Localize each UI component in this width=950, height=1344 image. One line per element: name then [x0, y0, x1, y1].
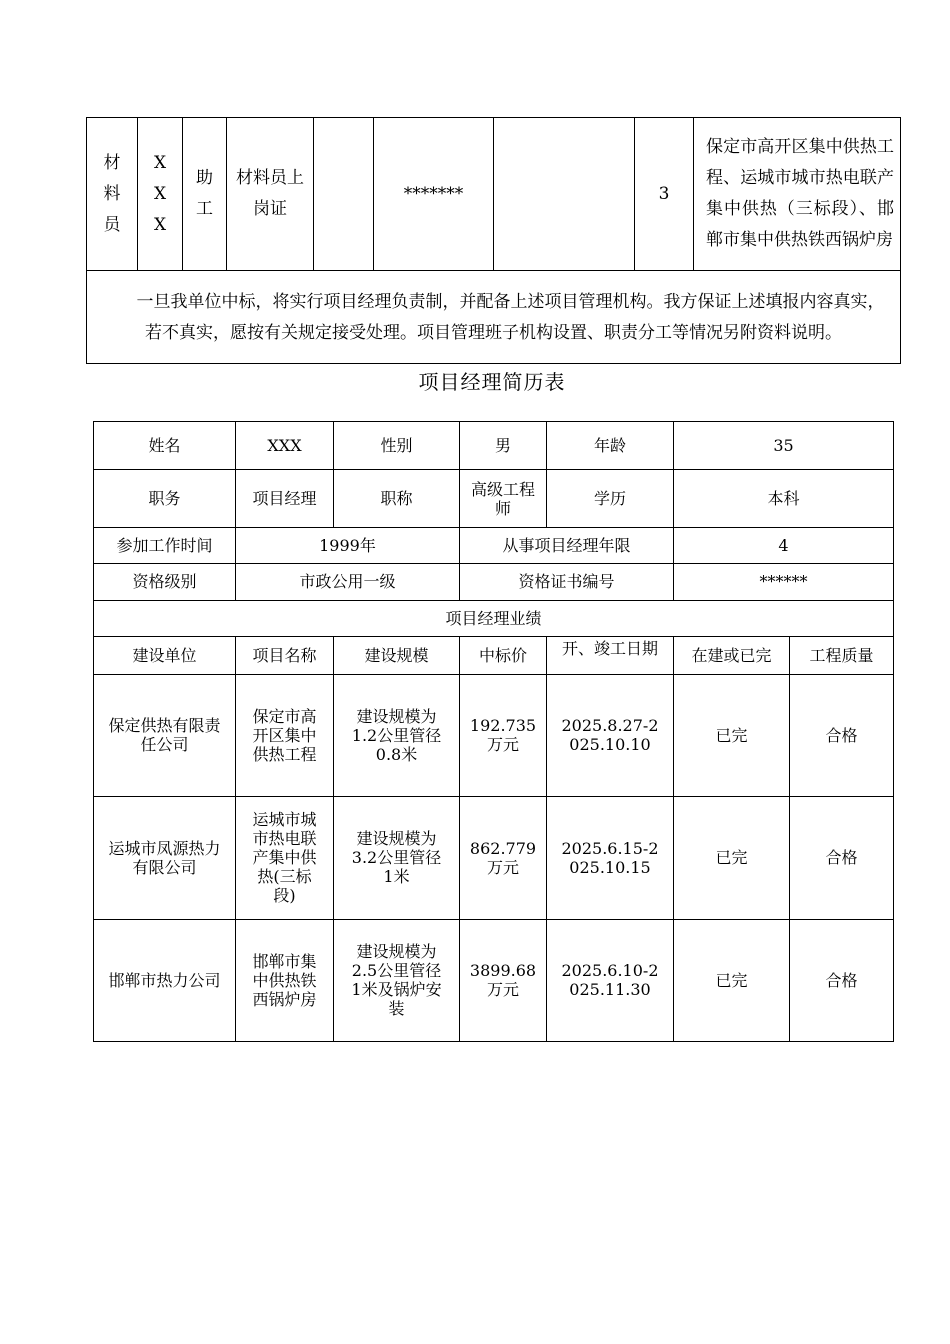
- duty-value: 项目经理: [236, 470, 334, 528]
- row-project: 邯郸市集中供热铁西锅炉房: [252, 951, 317, 1009]
- row-quality: 合格: [790, 674, 894, 796]
- age-label: 年龄: [547, 422, 674, 470]
- position-title: 材料员: [103, 152, 121, 235]
- performance-header: 项目经理业绩: [94, 600, 894, 636]
- client-cell: [94, 674, 236, 796]
- row-project: 保定市高开区集中供热工程: [252, 706, 317, 764]
- statement-row: [87, 271, 901, 364]
- gender-label: 性别: [334, 422, 460, 470]
- resume-row-work: [94, 528, 894, 564]
- empty-cell-2: [494, 118, 635, 271]
- scale-cell: [334, 797, 460, 919]
- row-scale: 建设规模为1.2公里管径0.8米: [351, 706, 442, 764]
- row-client: 保定供热有限责任公司: [108, 716, 221, 755]
- rank-cell: [183, 118, 227, 271]
- client-cell: [94, 797, 236, 919]
- row-price: 862.779万元: [469, 838, 537, 877]
- dates-cell: [547, 797, 674, 919]
- col-quality: 工程质量: [790, 636, 894, 674]
- cert-value: ******: [674, 564, 894, 600]
- row-status: 已完: [674, 919, 790, 1041]
- work-start-label: 参加工作时间: [94, 528, 236, 564]
- row-price: 3899.68万元: [469, 961, 537, 1000]
- certificate-cell: [227, 118, 314, 271]
- col-project: 项目名称: [236, 636, 334, 674]
- name-label: 姓名: [94, 422, 236, 470]
- age-value: 35: [674, 422, 894, 470]
- col-price: 中标价: [460, 636, 547, 674]
- commitment-statement: 一旦我单位中标，将实行项目经理负责制，并配备上述项目管理机构。我方保证上述填报内容真实，若不真实，愿按有关规定接受处理。项目管理班子机构设置、职责分工等情况另附资料说明。: [136, 292, 885, 343]
- table-row: [94, 674, 894, 796]
- staff-row: [87, 118, 901, 271]
- cert-label: 资格证书编号: [460, 564, 674, 600]
- staff-rank: 助工: [196, 168, 213, 219]
- col-dates: 开、竣工日期: [561, 638, 658, 658]
- client-cell: [94, 919, 236, 1041]
- row-quality: 合格: [790, 919, 894, 1041]
- edu-label: 学历: [547, 470, 674, 528]
- name-cell: [138, 118, 183, 271]
- resume-title: 项目经理简历表: [418, 370, 566, 394]
- price-cell: [460, 919, 547, 1041]
- name-value: XXX: [236, 422, 334, 470]
- performance-header-row: [94, 600, 894, 636]
- position-cell: [87, 118, 138, 271]
- pm-years-label: 从事项目经理年限: [460, 528, 674, 564]
- qual-value: 市政公用一级: [236, 564, 460, 600]
- col-status: 在建或已完: [674, 636, 790, 674]
- title-label: 职称: [334, 470, 460, 528]
- title-value: 高级工程师: [471, 479, 536, 518]
- row-scale: 建设规模为3.2公里管径1米: [351, 829, 442, 887]
- statement-cell: [87, 271, 901, 364]
- project-cell: [236, 674, 334, 796]
- price-cell: [460, 797, 547, 919]
- row-client: 运城市凤源热力有限公司: [108, 838, 221, 877]
- cert-number-cell: [374, 118, 494, 271]
- row-status: 已完: [674, 674, 790, 796]
- edu-value: 本科: [674, 470, 894, 528]
- row-scale: 建设规模为2.5公里管径1米及锅炉安装: [351, 942, 442, 1019]
- row-dates: 2025.6.10-2025.11.30: [561, 961, 659, 1000]
- scale-cell: [334, 919, 460, 1041]
- performance-columns-row: [94, 636, 894, 674]
- duty-label: 职务: [94, 470, 236, 528]
- work-start-value: 1999年: [236, 528, 460, 564]
- title-value-cell: [460, 470, 547, 528]
- table-row: [94, 797, 894, 919]
- resume-table: [93, 421, 894, 1042]
- row-quality: 合格: [790, 797, 894, 919]
- resume-row-duty: [94, 470, 894, 528]
- resume-row-basic: [94, 422, 894, 470]
- row-client: 邯郸市热力公司: [108, 970, 221, 990]
- col-scale: 建设规模: [334, 636, 460, 674]
- row-dates: 2025.8.27-2025.10.10: [561, 716, 659, 755]
- qual-label: 资格级别: [94, 564, 236, 600]
- staff-cert-number: *******: [403, 184, 464, 204]
- staff-count: 3: [658, 184, 670, 204]
- table-row: [94, 919, 894, 1041]
- empty-cell-1: [314, 118, 374, 271]
- row-status: 已完: [674, 797, 790, 919]
- pm-years-value: 4: [674, 528, 894, 564]
- project-cell: [236, 797, 334, 919]
- projects-cell: [694, 118, 901, 271]
- col-dates-cell: [547, 636, 674, 674]
- row-project: 运城市城市热电联产集中供热(三标段): [252, 810, 317, 906]
- scale-cell: [334, 674, 460, 796]
- count-cell: [635, 118, 694, 271]
- price-cell: [460, 674, 547, 796]
- col-client: 建设单位: [94, 636, 236, 674]
- dates-cell: [547, 919, 674, 1041]
- staff-name: XXX: [153, 152, 167, 235]
- row-price: 192.735万元: [469, 716, 537, 755]
- gender-value: 男: [460, 422, 547, 470]
- row-dates: 2025.6.15-2025.10.15: [561, 838, 659, 877]
- staff-table: [86, 117, 901, 364]
- project-cell: [236, 919, 334, 1041]
- dates-cell: [547, 674, 674, 796]
- staff-projects: 保定市高开区集中供热工程、运城市城市热电联产集中供热（三标段）、邯郸市集中供热铁西锅炉房: [706, 137, 894, 250]
- staff-certificate: 材料员上岗证: [236, 168, 304, 219]
- resume-row-qual: [94, 564, 894, 600]
